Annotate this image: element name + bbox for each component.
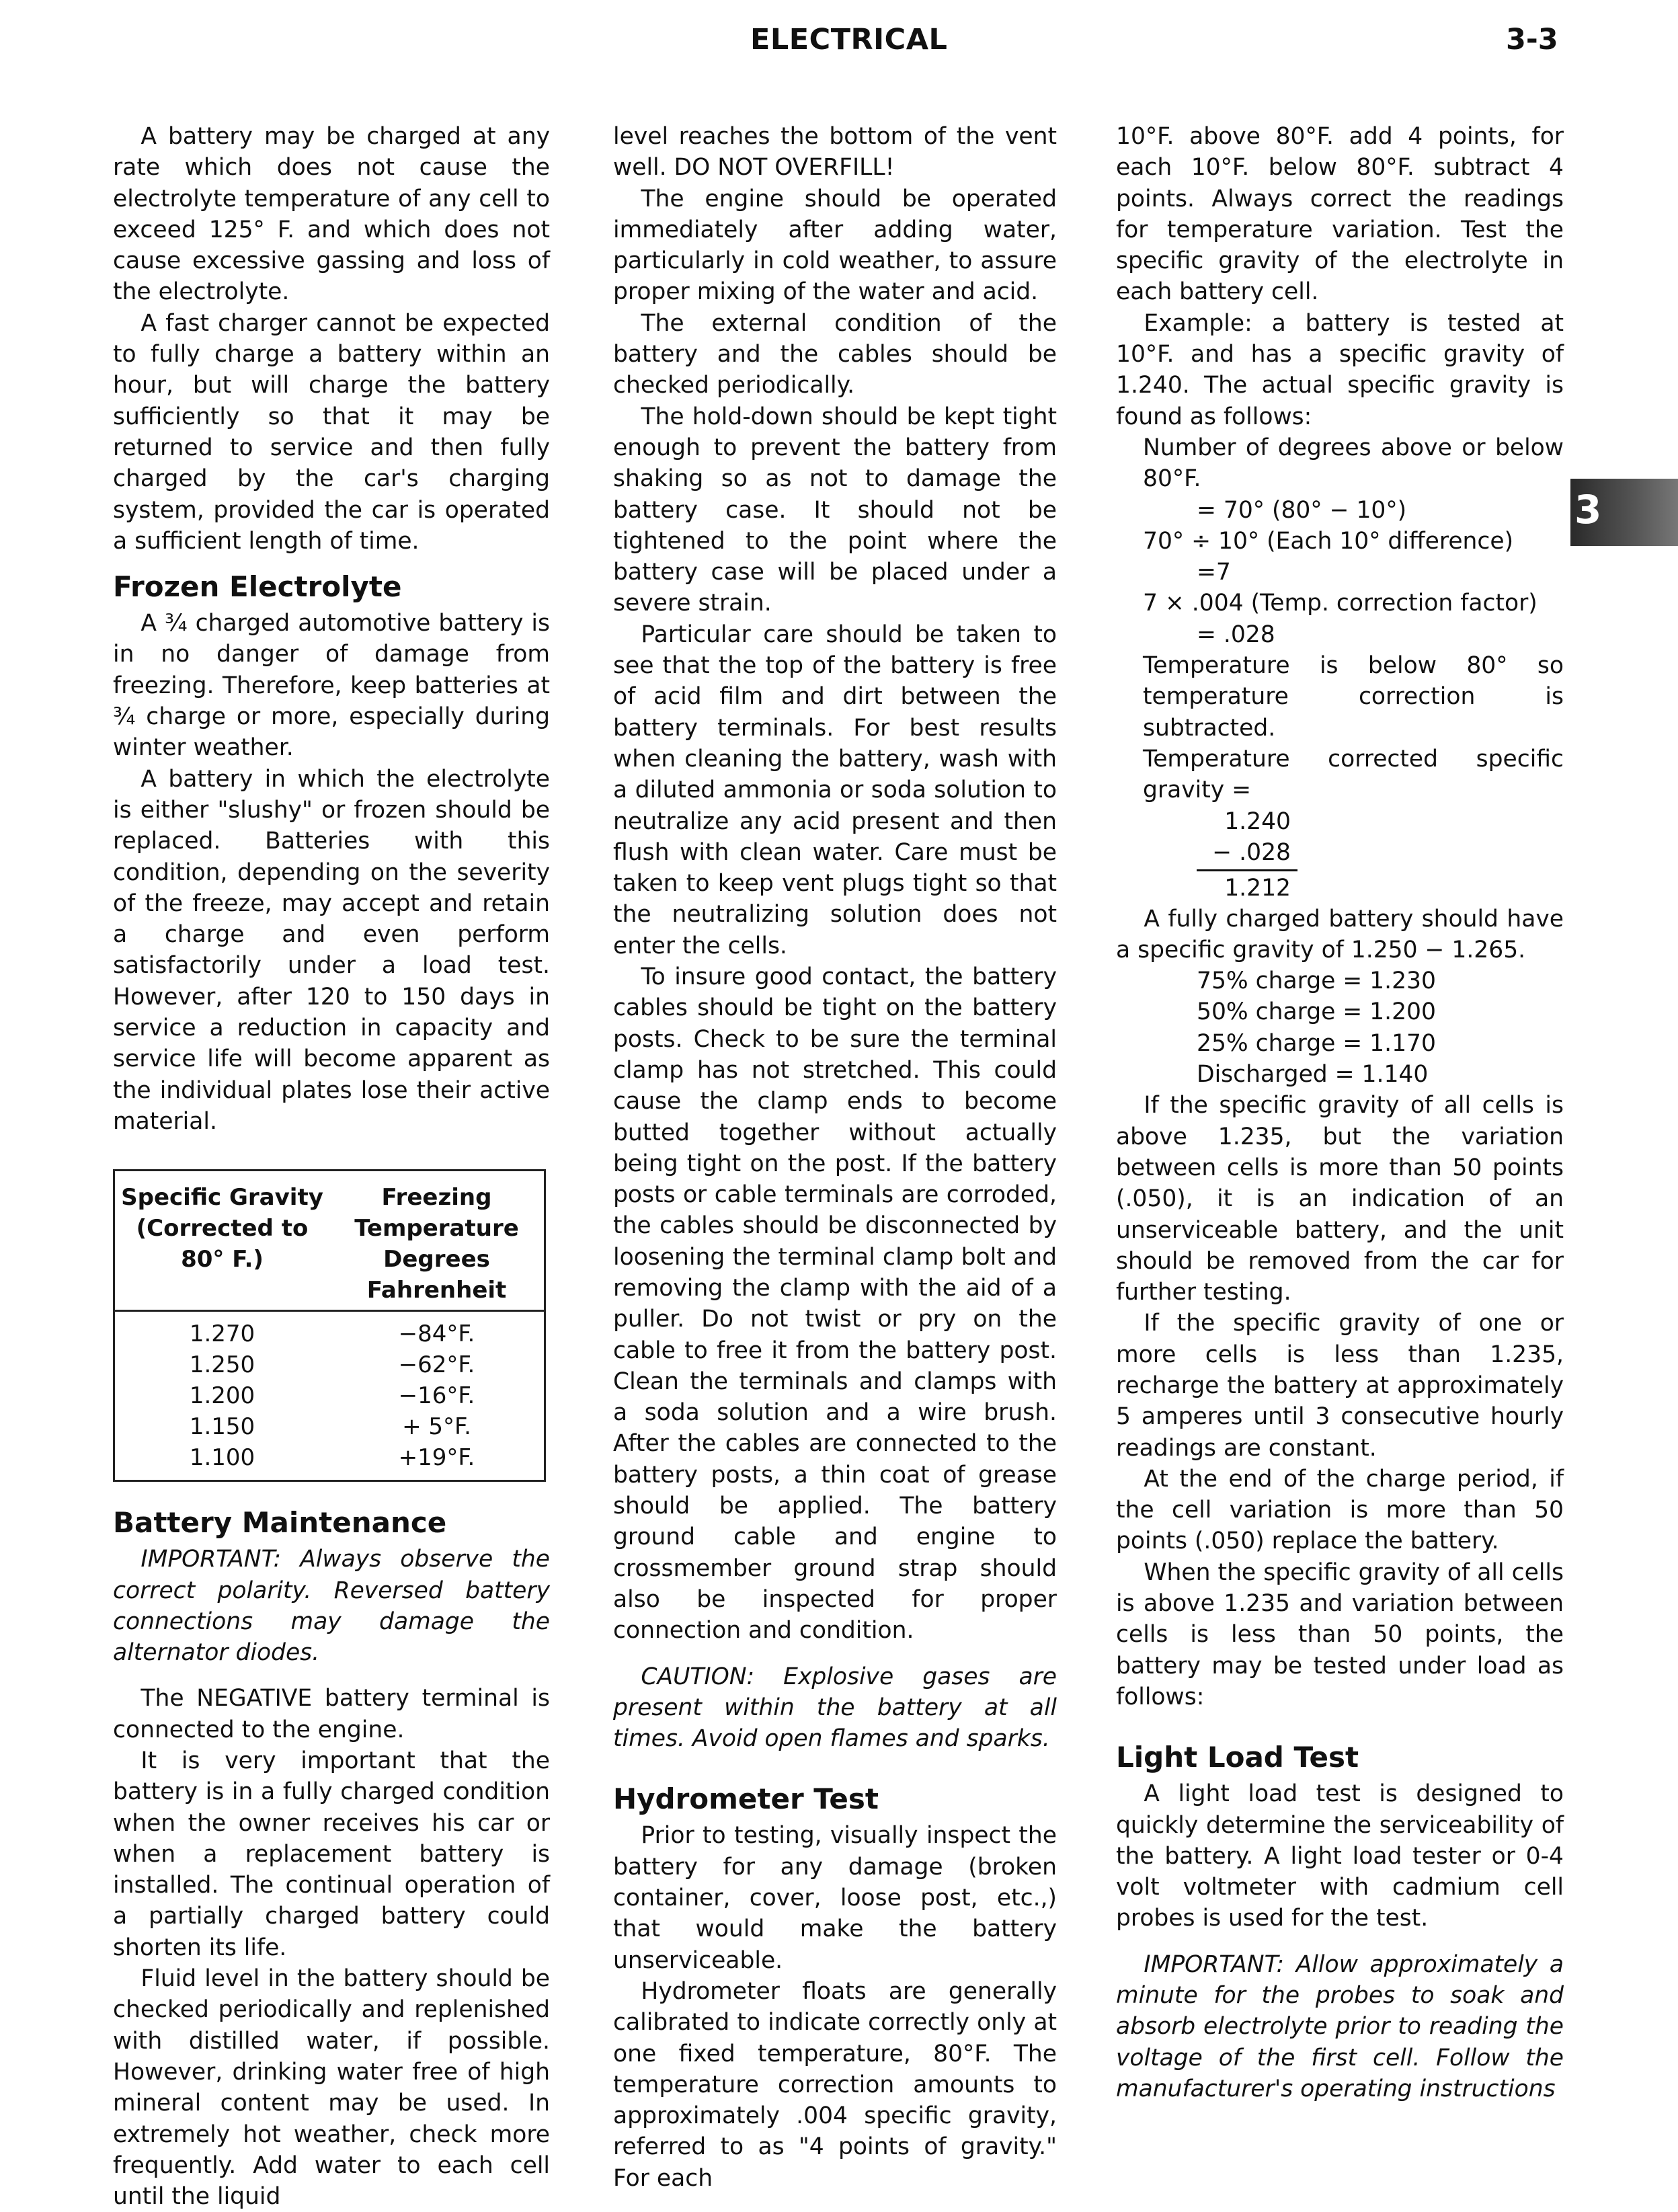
table-cell: −62°F. <box>398 1351 475 1379</box>
calc-number: − .028 <box>1212 838 1291 866</box>
paragraph: The NEGATIVE battery terminal is connected to the engine. <box>113 1685 550 1743</box>
paragraph: level reaches the bottom of the vent well. DO NOT OVERFILL! <box>613 123 1057 182</box>
example-line: = 70° (80° − 10°) <box>1197 496 1407 524</box>
section-tab-label: 3 <box>1574 487 1602 532</box>
paragraph: Hydrometer floats are generally calibrated to indicate correctly only at one fixed temperature, 80°F. The temperature correction amounts to approximately .004 specific gravity, referred to as "4 points of gravity." For each <box>613 1977 1057 2192</box>
example-line: Number of degrees above or below 80°F. <box>1143 434 1564 493</box>
section-heading-frozen-electrolyte: Frozen Electrolyte <box>113 570 402 604</box>
paragraph: If the specific gravity of all cells is above 1.235, but the variation between cells is more than 50 points (.050), it is an indication of an unserviceable battery, and the unit should be removed from the car for further testing. <box>1116 1092 1564 1306</box>
important-note: IMPORTANT: Allow approximately a minute for the probes to soak and absorb electrolyte prior to reading the voltage of the first cell. Follow the manufacturer's operating instructions <box>1116 1950 1564 2102</box>
table-row <box>114 1411 545 1442</box>
table-cell: −84°F. <box>398 1320 475 1348</box>
charge-level-line: 75% charge = 1.230 <box>1197 967 1436 995</box>
paragraph: A light load test is designed to quickly determine the serviceability of the battery. A light load tester or 0-4 volt voltmeter with cadmium cell probes is used for the test. <box>1116 1780 1564 1932</box>
example-line: =7 <box>1197 559 1231 586</box>
paragraph: The engine should be operated immediately after adding water, particularly in cold weather, to assure proper mixing of the water and acid. <box>613 185 1057 306</box>
charge-level-line: 25% charge = 1.170 <box>1197 1029 1436 1057</box>
paragraph: A battery in which the electrolyte is either "slushy" or frozen should be replaced. Batteries with this condition, depending on the severity of the freeze, may accept and retain a charge and even perform satisfactorily under a load test. However, after 120 to 150 days in service a reduction in capacity and service life will become apparent as the individual plates lose their active material. <box>113 765 550 1135</box>
example-line: Temperature is below 80° so temperature correction is subtracted. <box>1143 652 1564 742</box>
paragraph: When the specific gravity of all cells is above 1.235 and variation between cells is less than 50 points, the battery may be tested under load as follows: <box>1116 1558 1564 1710</box>
paragraph: Fluid level in the battery should be checked periodically and replenished with distilled water, if possible. However, drinking water free of high mineral content may be used. In extremely hot weather, check more frequently. Add water to each cell until the liquid <box>113 1965 550 2211</box>
section-heading-battery-maintenance: Battery Maintenance <box>113 1506 447 1540</box>
table-row <box>114 1380 545 1411</box>
section-heading-light-load-test: Light Load Test <box>1116 1741 1359 1774</box>
paragraph: A fast charger cannot be expected to fully charge a battery within an hour, but will charge the battery sufficiently so that it may be returned to service and then fully charged by the car's charging system, provided the car is operated a sufficient length of time. <box>113 309 550 555</box>
paragraph: To insure good contact, the battery cables should be tight on the battery posts. Check to be sure the terminal clamp has not stretched. This could cause the clamp ends to become butted together without actually being tight on the post. If the battery posts or cable terminals are corroded, the cables should be disconnected by loosening the terminal clamp bolt and removing the clamp with the aid of a puller. Do not twist or pry on the cable to free it from the battery post. Clean the terminals and clamps with a soda solution and a wire brush. After the cables are connected to the battery posts, a thin coat of grease should be applied. The battery ground cable and engine to crossmember ground strap should also be inspected for proper connection and condition. <box>613 963 1057 1645</box>
paragraph: Example: a battery is tested at 10°F. and has a specific gravity of 1.240. The actual specific gravity is found as follows: <box>1116 309 1564 430</box>
table-header-specific-gravity: Specific Gravity (Corrected to 80° F.) <box>114 1171 330 1311</box>
table-cell: −16°F. <box>398 1382 475 1410</box>
freezing-temperature-table <box>113 1169 546 1482</box>
paragraph: Particular care should be taken to see that the top of the battery is free of acid film and dirt between the battery terminals. For best results when cleaning the battery, wash with a diluted ammonia or soda solution to neutralize any acid present and then flush with clean water. Care must be taken to keep vent plugs tight so that the neutralizing solution does not enter the cells. <box>613 621 1057 959</box>
important-note: IMPORTANT: Always observe the correct polarity. Reversed battery connections may damage the alternator diodes. <box>113 1546 550 1667</box>
paragraph: At the end of the charge period, if the cell variation is more than 50 points (.050) replace the battery. <box>1116 1465 1564 1555</box>
table-cell: + 5°F. <box>402 1413 471 1441</box>
table-cell: 1.150 <box>189 1413 255 1441</box>
example-line: = .028 <box>1197 621 1275 648</box>
table-cell: 1.250 <box>189 1351 255 1379</box>
example-line: 70° ÷ 10° (Each 10° difference) <box>1143 527 1514 555</box>
paragraph: 10°F. above 80°F. add 4 points, for each 10°F. below 80°F. subtract 4 points. Always correct the readings for temperature variation. Test the specific gravity of the electrolyte in each battery cell. <box>1116 123 1564 306</box>
table-cell: 1.200 <box>189 1382 255 1410</box>
table-cell: +19°F. <box>398 1444 475 1472</box>
section-tab-marker <box>1570 479 1678 546</box>
paragraph: If the specific gravity of one or more cells is less than 1.235, recharge the battery at approximately 5 amperes until 3 consecutive hourly readings are constant. <box>1116 1310 1564 1462</box>
subtraction-calculation <box>1116 806 1564 904</box>
table-cell: 1.270 <box>189 1320 255 1348</box>
table-cell: 1.100 <box>189 1444 255 1472</box>
table-row <box>114 1311 545 1350</box>
column-middle <box>613 121 1057 2194</box>
column-right <box>1116 121 1564 2104</box>
table-header-freezing-temperature: Freezing Temperature Degrees Fahrenheit <box>329 1171 545 1311</box>
example-line: Temperature corrected specific gravity = <box>1143 745 1564 804</box>
column-left <box>113 121 550 2212</box>
table-row <box>114 1442 545 1481</box>
paragraph: A fully charged battery should have a specific gravity of 1.250 − 1.265. <box>1116 905 1564 963</box>
example-line: 7 × .004 (Temp. correction factor) <box>1143 590 1537 617</box>
page-header-title: ELECTRICAL <box>750 23 948 56</box>
calc-number: 1.240 <box>1224 807 1291 835</box>
paragraph: Prior to testing, visually inspect the battery for any damage (broken container, cover, loose post, etc.,) that would make the battery unserviceable. <box>613 1822 1057 1974</box>
paragraph: The external condition of the battery and the cables should be checked periodically. <box>613 309 1057 399</box>
paragraph: A battery may be charged at any rate which does not cause the electrolyte temperature of any cell to exceed 125° F. and which does not cause excessive gassing and loss of the electrolyte. <box>113 123 550 306</box>
section-heading-hydrometer-test: Hydrometer Test <box>613 1782 879 1816</box>
calc-result: 1.212 <box>1224 874 1291 902</box>
paragraph: The hold-down should be kept tight enough to prevent the battery from shaking so as not to damage the battery case. It should not be tightened to the point where the battery case will be placed under a severe strain. <box>613 403 1057 617</box>
paragraph: It is very important that the battery is in a fully charged condition when the owner receives his car or when a replacement battery is installed. The continual operation of a partially charged battery could shorten its life. <box>113 1747 550 1961</box>
page-number: 3-3 <box>1506 23 1558 56</box>
caution-note: CAUTION: Explosive gases are present within the battery at all times. Avoid open flames and sparks. <box>613 1663 1057 1753</box>
paragraph: A ¾ charged automotive battery is in no danger of damage from freezing. Therefore, keep batteries at ¾ charge or more, especially during winter weather. <box>113 610 550 762</box>
charge-level-line: Discharged = 1.140 <box>1197 1061 1429 1089</box>
table-row <box>114 1349 545 1380</box>
calc-rule <box>1197 869 1297 871</box>
charge-level-line: 50% charge = 1.200 <box>1197 998 1436 1026</box>
